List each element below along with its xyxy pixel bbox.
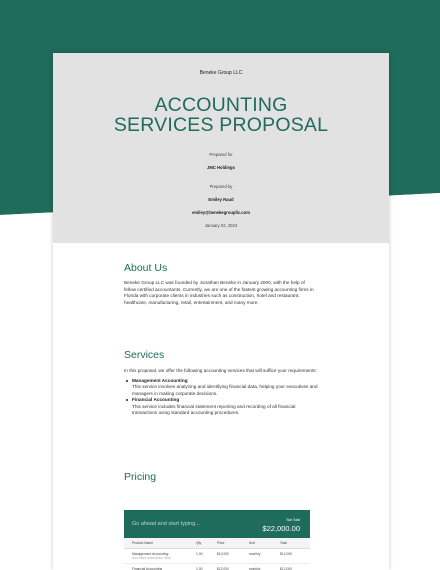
services-section bbox=[124, 349, 318, 417]
service-description: This service includes financial statement reporting and recording of all financial transactions using standard accounting procedures. bbox=[132, 403, 296, 415]
column-header: Qty bbox=[194, 538, 215, 549]
column-header: Unit bbox=[247, 538, 278, 549]
service-name: Financial Accounting bbox=[132, 397, 180, 402]
company-name: Beneke Group LLC bbox=[199, 70, 243, 76]
product-name: Financial Accounting bbox=[132, 567, 163, 570]
column-header: Price bbox=[215, 538, 247, 549]
services-list bbox=[124, 378, 318, 417]
subtotal-value: $22,000.00 bbox=[262, 524, 300, 533]
pricing-header-bar bbox=[124, 510, 310, 538]
pricing-heading-wrap bbox=[124, 471, 318, 483]
title-line-1: ACCOUNTING bbox=[154, 94, 288, 116]
price-cell: $10,000 bbox=[215, 549, 247, 564]
service-name: Management Accounting bbox=[132, 377, 188, 383]
qty-cell: 1.00 bbox=[194, 564, 215, 570]
services-intro: In this proposal, we offer the following accounting services that will suffice your requirements: bbox=[124, 368, 317, 373]
pricing-heading: Pricing bbox=[124, 471, 157, 483]
column-header: Total bbox=[278, 538, 310, 549]
document-title bbox=[53, 95, 389, 135]
prepared-by-label: Prepared by bbox=[209, 184, 233, 189]
prepared-by-email: emiley@benekegroupllc.com bbox=[192, 210, 250, 215]
price-cell: $12,000 bbox=[215, 564, 247, 570]
product-name: Management Accounting bbox=[132, 552, 169, 556]
unit-cell: monthly bbox=[247, 549, 278, 564]
product-subtext: Add more description here bbox=[132, 556, 171, 560]
proposal-document bbox=[53, 53, 389, 570]
column-header: Product Name bbox=[124, 538, 194, 549]
pricing-rows bbox=[124, 538, 310, 570]
bullet-icon bbox=[126, 380, 128, 382]
cover-section bbox=[53, 53, 389, 243]
service-item bbox=[124, 397, 318, 417]
subtotal-label: Sub Total bbox=[286, 518, 300, 522]
about-body: Beneke Group LLC was founded by Jonathan Beneke in January 2000, with the help of fellow certified accountants. Currently, we are one of the fastest growing accounting firms in Florida with corporate clients in industries such as construction, hotel and restaurant, healthcare, manufacturing, retail, entertainment, and many more. bbox=[124, 280, 314, 305]
total-cell: $10,000 bbox=[278, 549, 310, 564]
prepared-for-label: Prepared for bbox=[209, 152, 233, 157]
qty-cell: 1.00 bbox=[194, 549, 215, 564]
prepared-by-value: Emiley Raud bbox=[208, 197, 234, 202]
unit-cell: monthly bbox=[247, 564, 278, 570]
table-row bbox=[124, 549, 310, 564]
service-description: This service involves analyzing and identifying financial data, helping your executives and managers in making corporate decisions. bbox=[132, 384, 318, 396]
pricing-placeholder: Go ahead and start typing... bbox=[132, 521, 200, 527]
pricing-table bbox=[124, 510, 310, 570]
total-cell: $12,000 bbox=[278, 564, 310, 570]
product-cell bbox=[124, 549, 194, 564]
proposal-date: January 02, 2024 bbox=[204, 223, 238, 228]
product-cell bbox=[124, 564, 194, 570]
table-row bbox=[124, 564, 310, 570]
services-heading: Services bbox=[124, 349, 165, 361]
service-item bbox=[124, 378, 318, 398]
bullet-icon bbox=[126, 399, 128, 401]
about-section bbox=[124, 262, 318, 306]
about-heading: About Us bbox=[124, 262, 168, 274]
prepared-for-value: JMC Holdings bbox=[207, 165, 235, 170]
title-line-2: SERVICES PROPOSAL bbox=[113, 114, 329, 136]
table-header-row bbox=[124, 538, 310, 549]
